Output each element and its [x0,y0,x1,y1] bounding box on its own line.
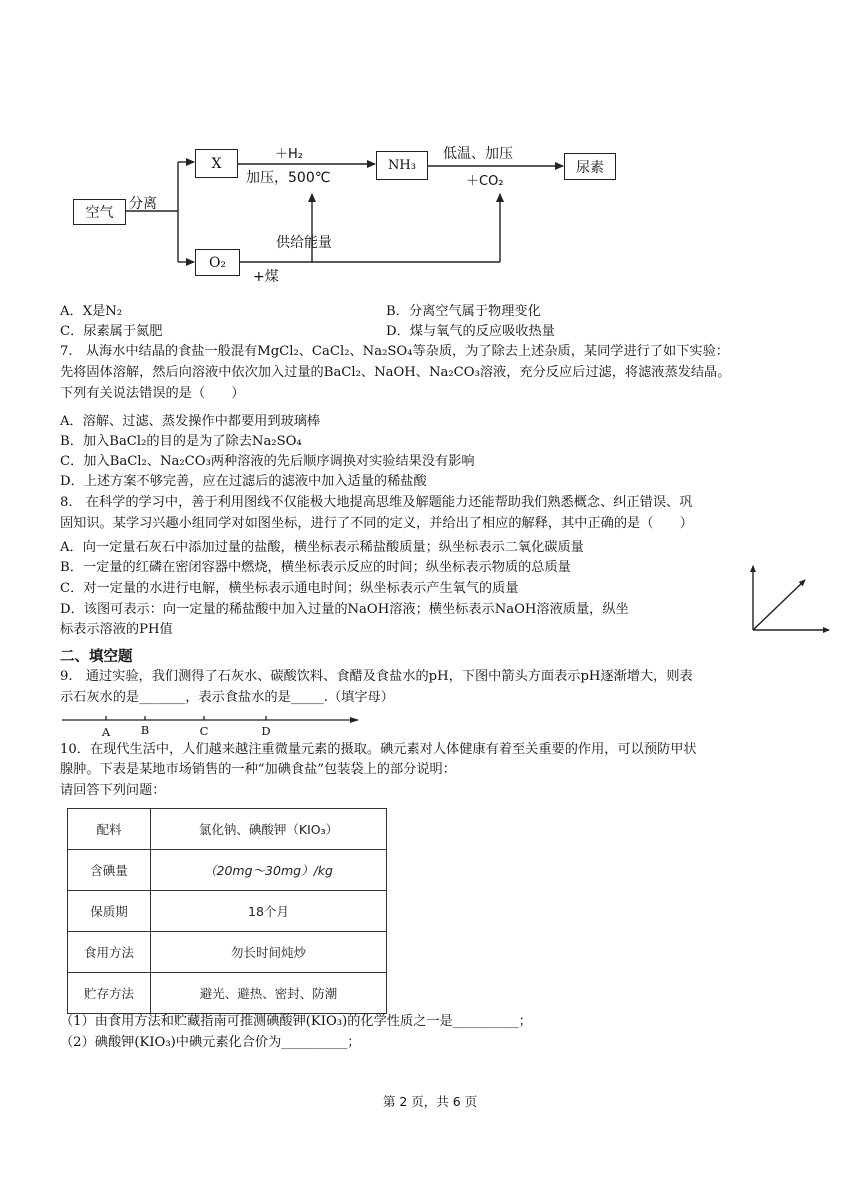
q6-option-d: D．煤与氧气的反应吸收热量 [386,324,555,339]
q8-option-a: A．向一定量石灰石中添加过量的盐酸，横坐标表示稀盐酸质量；纵坐标表示二氧化碳质量 [60,540,584,555]
o2-box: O₂ [195,249,240,276]
q9-stem-line1: 9. 通过实验，我们测得了石灰水、碳酸饮料、食醋及食盐水的pH，下图中箭头方面表示pH逐渐增大，则表 [60,669,693,684]
q6-option-b: B．分离空气属于物理变化 [386,304,541,319]
q10-stem-line2: 腺肿。下表是某地市场销售的一种“加碘食盐”包装袋上的部分说明： [60,762,456,777]
q10-sub-question-1: （1）由食用方法和贮藏指南可推测碘酸钾(KIO₃)的化学性质之一是__________； [60,1014,532,1029]
table-label-cell: 贮存方法 [68,973,151,1014]
table-value-cell: （20mg～30mg）/kg [151,850,387,891]
ph-number-line [60,712,370,742]
q7-option-d: D．上述方案不够完善，应在过滤后的滤液中加入适量的稀盐酸 [60,474,427,489]
table-row [68,850,387,891]
x-box: X [195,149,238,178]
condition2-label: 低温、加压 [443,146,513,162]
table-row [68,809,387,850]
ph-mark-b: B [140,723,150,737]
table-label-cell: 含碘量 [68,850,151,891]
q7-stem-line2: 先将固体溶解，然后向溶液中依次加入过量的BaCl₂、NaOH、Na₂CO₃溶液，充分反应后过滤，将滤液蒸发结晶。 [60,365,731,380]
q8-option-d-line2: 标表示溶液的PH值 [60,622,173,637]
ph-mark-a: A [101,725,111,739]
ph-mark-c: C [199,724,209,738]
table-label-cell: 配料 [68,809,151,850]
nh3-box: NH₃ [376,151,428,180]
energy-label: 供给能量 [276,235,332,251]
ph-mark-d: D [261,724,271,738]
q9-stem-line2: 示石灰水的是_______，表示食盐水的是_____.（填字母） [60,690,394,705]
page-footer: 第 2 页，共 6 页 [382,1094,478,1109]
coal-label: +煤 [253,269,279,285]
q7-stem-line3: 下列有关说法错误的是（ ） [60,386,245,401]
table-row [68,891,387,932]
q7-option-b: B．加入BaCl₂的目的是为了除去Na₂SO₄ [60,434,302,449]
process-flow-lines [0,0,860,300]
section-title-fill-in: 二、填空题 [60,649,133,665]
q10-stem-line1: 10．在现代生活中，人们越来越注重微量元素的摄取。碘元素对人体健康有着至关重要的作用，可以预防甲状 [60,742,697,757]
q8-option-c: C．对一定量的水进行电解，横坐标表示通电时间；纵坐标表示产生氧气的质量 [60,581,519,596]
separate-label: 分离 [129,196,157,212]
table-row [68,932,387,973]
q8-stem-line1: 8. 在科学的学习中，善于利用图线不仅能极大地提高思维及解题能力还能帮助我们熟悉概念、纠正错误、巩 [60,495,693,510]
table-label-cell: 食用方法 [68,932,151,973]
q7-option-a: A．溶解、过滤、蒸发操作中都要用到玻璃棒 [60,414,321,429]
table-value-cell: 勿长时间炖炒 [151,932,387,973]
table-value-cell: 避光、避热、密封、防潮 [151,973,387,1014]
q10-stem-line3: 请回答下列问题： [60,783,166,798]
air-box: 空气 [73,199,126,225]
table-value-cell: 18个月 [151,891,387,932]
q8-coordinate-graph [745,560,835,640]
q7-stem-line1: 7. 从海水中结晶的食盐一般混有MgCl₂、CaCl₂、Na₂SO₄等杂质，为了除去上述杂质，某同学进行了如下实验： [60,344,729,359]
condition1-label: 加压，500℃ [246,170,331,186]
table-value-cell: 氯化钠、碘酸钾（KIO₃） [151,809,387,850]
h2-label: ＋H₂ [275,147,303,162]
urea-box: 尿素 [564,153,616,180]
q8-stem-line2: 固知识。某学习兴趣小组同学对如图坐标，进行了不同的定义，并给出了相应的解释，其中正确的是（ ） [60,516,693,531]
q6-option-c: C．尿素属于氮肥 [60,324,163,339]
q8-option-d-line1: D．该图可表示：向一定量的稀盐酸中加入过量的NaOH溶液；横坐标表示NaOH溶液质量，纵坐 [60,602,629,617]
q8-option-b: B．一定量的红磷在密闭容器中燃烧，横坐标表示反应的时间；纵坐标表示物质的总质量 [60,560,571,575]
q10-sub-question-2: （2）碘酸钾(KIO₃)中碘元素化合价为__________； [60,1035,361,1050]
q7-option-c: C．加入BaCl₂、Na₂CO₃两种溶液的先后顺序调换对实验结果没有影响 [60,454,475,469]
q6-option-a: A．X是N₂ [60,304,123,319]
table-row [68,973,387,1014]
table-label-cell: 保质期 [68,891,151,932]
co2-label: ＋CO₂ [466,174,504,189]
iodized-salt-table [67,808,387,1014]
